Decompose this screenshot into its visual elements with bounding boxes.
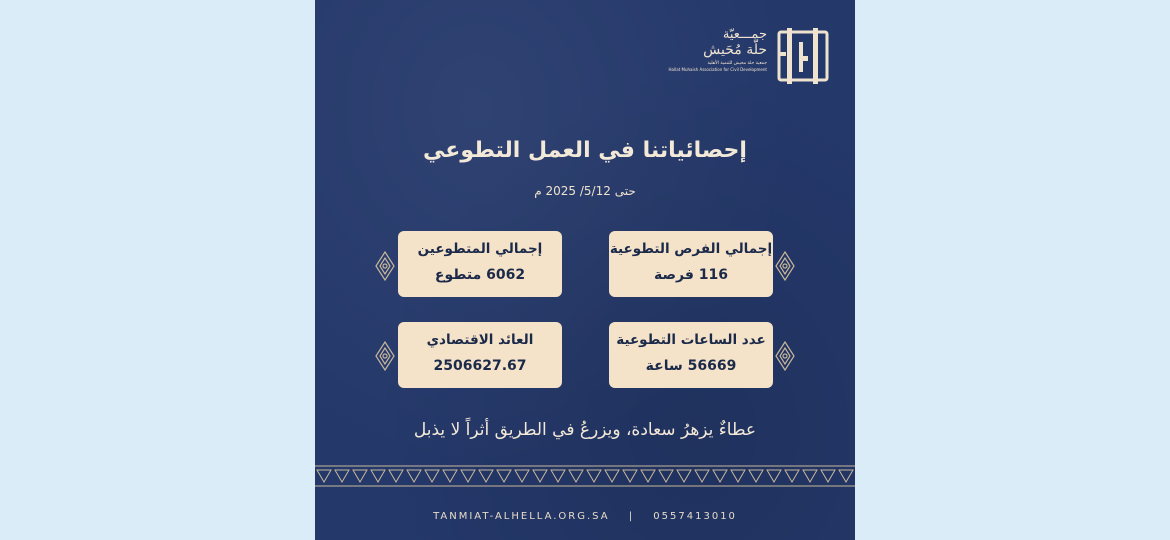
logo-name-line2: حلّة مُحَيش: [703, 42, 767, 58]
logo-name-line1: جمـــعيّة: [722, 27, 767, 42]
band-triangle: [641, 470, 655, 482]
tagline: عطاءٌ يزهرُ سعادة، ويزرعُ في الطريق أثراً لا يذبل: [413, 420, 757, 440]
poster: [315, 0, 855, 540]
logo-text: [667, 28, 767, 72]
band-triangle: [353, 470, 367, 482]
stat-card-opportunities: [609, 231, 773, 297]
ornament-icon: [774, 246, 796, 286]
logo-subtitle-arabic: جمعية حلة محيش للتنمية الأهلية: [707, 61, 767, 66]
stat-label: إجمالي الفرص التطوعية: [609, 241, 773, 257]
band-triangle: [479, 470, 493, 482]
band-triangle: [803, 470, 817, 482]
footer-separator: |: [628, 511, 635, 522]
stat-value: 116 فرصة: [653, 267, 728, 283]
band-triangle: [677, 470, 691, 482]
band-triangle: [695, 470, 709, 482]
band-triangle: [335, 470, 349, 482]
band-triangle: [713, 470, 727, 482]
stat-label: عدد الساعات التطوعية: [616, 332, 766, 348]
date-subtitle: حتى 5/12/ 2025 م: [534, 184, 636, 198]
logo-subtitle-english: Hallat Muhaish Association for Civil Development: [668, 67, 767, 72]
website-link[interactable]: TANMIAT-ALHELLA.ORG.SA: [433, 511, 610, 522]
stat-value: 56669 ساعة: [645, 358, 737, 374]
band-triangle: [461, 470, 475, 482]
band-triangle: [551, 470, 565, 482]
footer: [315, 511, 855, 522]
band-triangle: [407, 470, 421, 482]
stat-card-hours: [609, 322, 773, 388]
phone-number[interactable]: 0557413010: [653, 511, 737, 522]
band-triangle: [569, 470, 583, 482]
band-triangle: [821, 470, 835, 482]
band-triangle: [659, 470, 673, 482]
stat-label: العائد الاقتصادي: [426, 332, 534, 348]
band-triangle: [443, 470, 457, 482]
band-triangle: [317, 470, 331, 482]
stat-value: 6062 متطوع: [434, 267, 526, 283]
ornament-icon: [774, 336, 796, 376]
logo-emblem-icon: [777, 28, 829, 84]
band-triangle: [749, 470, 763, 482]
band-triangle: [731, 470, 745, 482]
stat-card-economic-return: [398, 322, 562, 388]
association-logo: [668, 27, 829, 86]
stat-label: إجمالي المتطوعين: [417, 241, 543, 257]
band-triangle: [425, 470, 439, 482]
band-triangle: [839, 470, 853, 482]
band-triangle: [623, 470, 637, 482]
band-triangle: [767, 470, 781, 482]
band-triangle: [785, 470, 799, 482]
decorative-band: [315, 465, 855, 487]
band-triangle: [533, 470, 547, 482]
page-title: إحصائياتنا في العمل التطوعي: [423, 138, 747, 163]
band-triangle: [497, 470, 511, 482]
band-triangle: [389, 470, 403, 482]
band-triangle: [605, 470, 619, 482]
ornament-icon: [374, 246, 396, 286]
band-triangle: [371, 470, 385, 482]
band-triangle: [515, 470, 529, 482]
band-triangle: [587, 470, 601, 482]
ornament-icon: [374, 336, 396, 376]
stat-card-volunteers: [398, 231, 562, 297]
stat-value: 2506627.67: [433, 358, 527, 374]
